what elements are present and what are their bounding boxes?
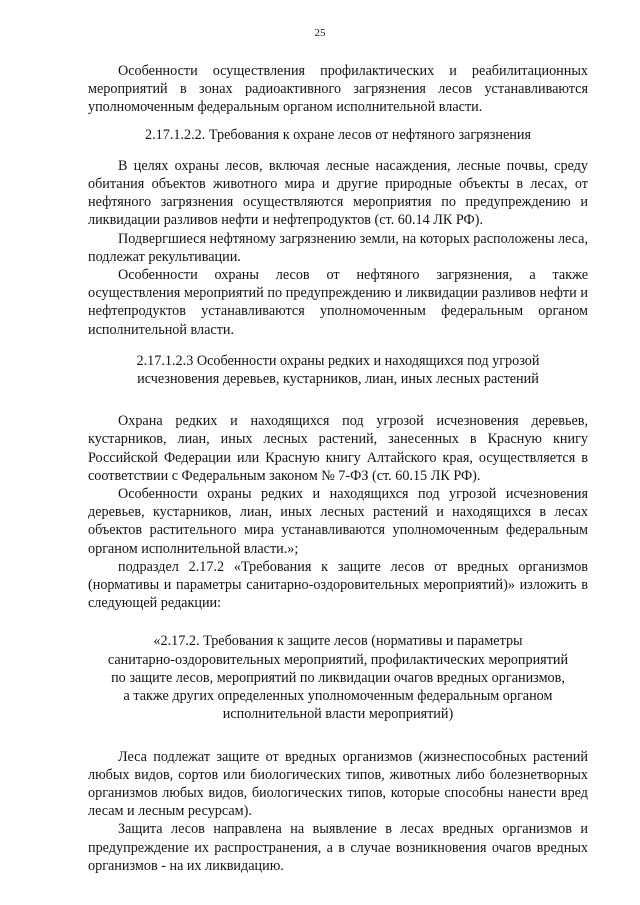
paragraph-recultivation: Подвергшиеся нефтяному загрязнению земли, на которых расположены леса, подлежат рекультивации. xyxy=(88,230,588,265)
heading-2-17-1-2-3-line1: 2.17.1.2.3 Особенности охраны редких и находящихся под угрозой xyxy=(136,352,540,369)
paragraph-oil-protection: В целях охраны лесов, включая лесные насаждения, лесные почвы, среду обитания объектов животного мира и другие природные объекты в лесах, от нефтяного загрязнения осуществляются мероприятия по предупреждению и ликвидации разливов нефти и нефтепродуктов (ст. 60.14 ЛК РФ). xyxy=(88,157,588,229)
page-number: 25 xyxy=(314,27,326,39)
heading-2-17-2-line5: исполнительной власти мероприятий) xyxy=(222,706,454,723)
paragraph-forest-protection-aim: Защита лесов направлена на выявление в лесах вредных организмов и предупреждение их распространения, а в случае возникновения очагов вредных организмов - на их ликвидацию. xyxy=(88,821,588,874)
paragraph-harmful-organisms: Леса подлежат защите от вредных организмов (жизнеспособных растений любых видов, сортов или биологических типов, животных либо болезнетворных организмов любых видов, биологических типов, которые способны нанести вред лесам и лесным ресурсам). xyxy=(88,748,588,820)
heading-2-17-1-2-3-line2: исчезновения деревьев, кустарников, лиан, иных лесных растений xyxy=(137,371,539,388)
heading-2-17-2-line4: а также других определенных уполномоченным федеральным органом xyxy=(123,688,553,705)
document-body xyxy=(88,62,588,875)
paragraph-red-book: Охрана редких и находящихся под угрозой исчезновения деревьев, кустарников, лиан, иных лесных растений, занесенных в Красную книгу Российской Федерации или Красную книгу Алтайского края, осуществляется в соответствии с Федеральным законом № 7-ФЗ (ст. 60.15 ЛК РФ). xyxy=(88,413,588,484)
paragraph-oil-specifics: Особенности охраны лесов от нефтяного загрязнения, а также осуществления мероприятий по предупреждению и ликвидации разливов нефти и нефтепродуктов устанавливаются уполномоченным федеральным органом исполнительной власти. xyxy=(88,267,588,338)
paragraph-subsection-2-17-2: подраздел 2.17.2 «Требования к защите лесов от вредных организмов (нормативы и параметры санитарно-оздоровительных мероприятий)» изложить в следующей редакции: xyxy=(88,558,588,612)
paragraph-radioactive-zones: Особенности осуществления профилактических и реабилитационных мероприятий в зонах радиоактивного загрязнения лесов устанавливаются уполномоченным федеральным органом исполнительной власти. xyxy=(88,63,588,116)
heading-2-17-2-line3: по защите лесов, мероприятий по ликвидации очагов вредных организмов, xyxy=(111,669,565,686)
paragraph-rare-plants-specifics: Особенности охраны редких и находящихся под угрозой исчезновения деревьев, кустарников, лиан, иных лесных растений и находящихся в лесах объектов растительного мира устанавливаются уполномоченным федеральным органом исполнительной власти.»; xyxy=(88,486,588,557)
heading-2-17-1-2-2: 2.17.1.2.2. Требования к охране лесов от нефтяного загрязнения xyxy=(145,126,531,143)
heading-2-17-2-line1: «2.17.2. Требования к защите лесов (нормативы и параметры xyxy=(153,633,523,650)
heading-2-17-2-line2: санитарно-оздоровительных мероприятий, профилактических мероприятий xyxy=(107,651,569,668)
